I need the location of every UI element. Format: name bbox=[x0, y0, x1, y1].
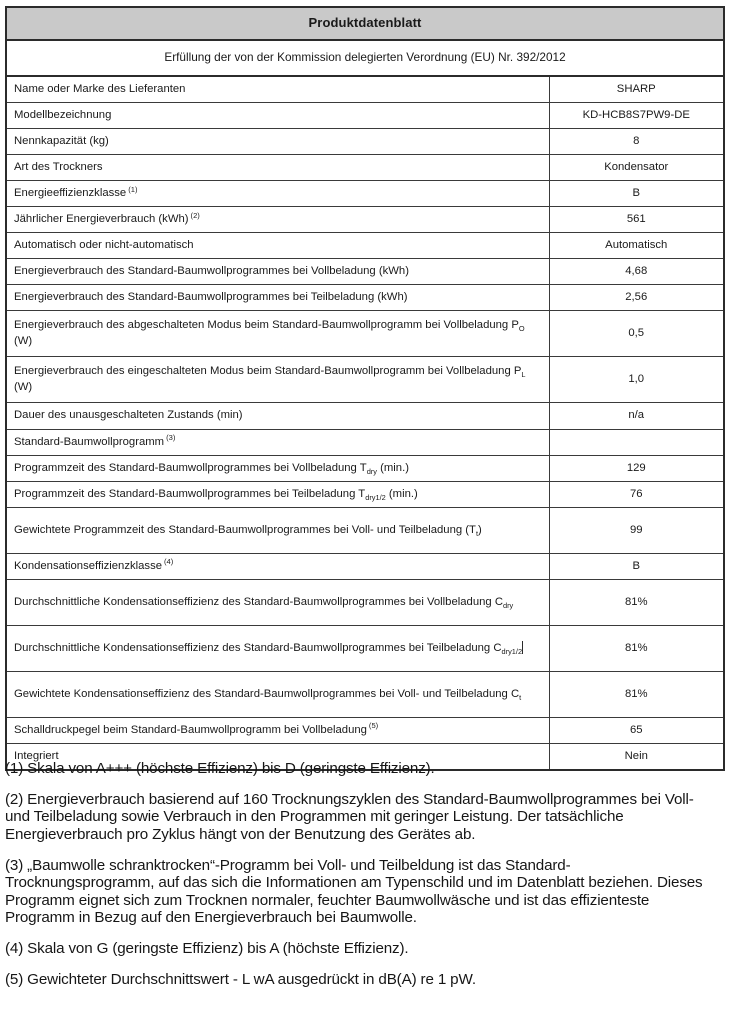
row-label: Automatisch oder nicht-automatisch bbox=[6, 233, 549, 259]
label-subscript: dry1/2 bbox=[501, 646, 523, 656]
footnote: (4) Skala von G (geringste Effizienz) bis A (höchste Effizienz). bbox=[5, 940, 409, 957]
row-label: Jährlicher Energieverbrauch (kWh) $^{(2)}$ bbox=[6, 207, 549, 233]
table-row bbox=[6, 481, 724, 507]
row-label: Durchschnittliche Kondensationseffizienz des Standard-Baumwollprogrammes bei Teilbeladung $C_{dry1/2}$ bbox=[6, 625, 549, 671]
table-row bbox=[6, 625, 724, 671]
page-title: Produktdatenblatt bbox=[6, 7, 724, 40]
row-value: 81% bbox=[549, 625, 724, 671]
row-value bbox=[549, 429, 724, 455]
row-label: Art des Trockners bbox=[6, 155, 549, 181]
table-row bbox=[6, 233, 724, 259]
table-row bbox=[6, 311, 724, 357]
row-value: 81% bbox=[549, 579, 724, 625]
table-row bbox=[6, 717, 724, 743]
row-label: Gewichtete Programmzeit des Standard-Baumwollprogrammes bei Voll- und Teilbeladung $(T_t)$ bbox=[6, 507, 549, 553]
label-subscript: dry1/2 bbox=[365, 492, 386, 502]
label-subscript: dry bbox=[502, 600, 514, 610]
row-label: Schalldruckpegel beim Standard-Baumwollprogramm bei Vollbeladung $^{(5)}$ bbox=[6, 717, 549, 743]
row-label: Integriert bbox=[6, 743, 549, 770]
row-label: Modellbezeichnung bbox=[6, 103, 549, 129]
row-label: Dauer des unausgeschalteten Zustands (min) bbox=[6, 403, 549, 429]
text-caret-artifact bbox=[522, 641, 523, 654]
row-value: 4,68 bbox=[549, 259, 724, 285]
table-row bbox=[6, 455, 724, 481]
row-label: Energieverbrauch des abgeschalteten Modus beim Standard-Baumwollprogramm bei Vollbeladung $P_O$ (W) bbox=[6, 311, 549, 357]
label-subscript: dry bbox=[366, 466, 377, 476]
row-label: Programmzeit des Standard-Baumwollprogrammes bei Teilbeladung $T_{dry1/2}$ (min.) bbox=[6, 481, 549, 507]
regulation-subtitle: Erfüllung der von der Kommission delegierten Verordnung (EU) Nr. 392/2012 bbox=[6, 40, 724, 76]
footnote-marker: (1) bbox=[128, 184, 138, 194]
table-row bbox=[6, 429, 724, 455]
table-row bbox=[6, 103, 724, 129]
row-value: 2,56 bbox=[549, 285, 724, 311]
footnote-marker: (2) bbox=[190, 210, 200, 220]
row-value: KD-HCB8S7PW9-DE bbox=[549, 103, 724, 129]
table-row bbox=[6, 579, 724, 625]
row-value: B bbox=[549, 553, 724, 579]
table-row bbox=[6, 181, 724, 207]
footnote-marker: (4) bbox=[164, 556, 174, 566]
row-value: 1,0 bbox=[549, 357, 724, 403]
row-label: Energieverbrauch des Standard-Baumwollprogrammes bei Vollbeladung (kWh) bbox=[6, 259, 549, 285]
row-value: 99 bbox=[549, 507, 724, 553]
footnote: (1) Skala von A+++ (höchste Effizienz) bis D (geringste Effizienz). bbox=[5, 760, 435, 777]
row-label: Durchschnittliche Kondensationseffizienz des Standard-Baumwollprogrammes bei Vollbeladung $C_{dry}$ bbox=[6, 579, 549, 625]
datasheet-title-row bbox=[6, 7, 724, 40]
table-row bbox=[6, 259, 724, 285]
row-label: Nennkapazität (kg) bbox=[6, 129, 549, 155]
row-value: 561 bbox=[549, 207, 724, 233]
table-row bbox=[6, 155, 724, 181]
datasheet-subtitle-row bbox=[6, 40, 724, 76]
table-row bbox=[6, 357, 724, 403]
row-value: Nein bbox=[549, 743, 724, 770]
row-value: 76 bbox=[549, 481, 724, 507]
row-value: 81% bbox=[549, 671, 724, 717]
table-row bbox=[6, 507, 724, 553]
row-label: Programmzeit des Standard-Baumwollprogrammes bei Vollbeladung $T_{dry}$ (min.) bbox=[6, 455, 549, 481]
label-subscript: t bbox=[475, 528, 478, 538]
row-value: 129 bbox=[549, 455, 724, 481]
label-subscript: t bbox=[519, 692, 522, 702]
row-label: Energieeffizienzklasse $^{(1)}$ bbox=[6, 181, 549, 207]
table-row bbox=[6, 403, 724, 429]
row-value: Automatisch bbox=[549, 233, 724, 259]
datasheet-body bbox=[6, 7, 724, 770]
row-label: Energieverbrauch des Standard-Baumwollprogrammes bei Teilbeladung (kWh) bbox=[6, 285, 549, 311]
row-label: Name oder Marke des Lieferanten bbox=[6, 76, 549, 103]
table-row bbox=[6, 553, 724, 579]
label-subscript: L bbox=[521, 370, 526, 380]
row-label: Energieverbrauch des eingeschalteten Modus beim Standard-Baumwollprogramm bei Vollbeladung $P_L$ (W) bbox=[6, 357, 549, 403]
footnote: (3) „Baumwolle schranktrocken“-Programm bei Voll- und Teilbeldung ist das Standard-Trocknungsprogramm, auf das sich die Informationen am Typenschild und im Datenblatt beziehen. Dieses Programm eignet sich zum Trocknen normaler, feuchter Baumwollwäsche und ist das effizienteste Programm in Bezug auf den Energieverbrauch bei Baumwolle. bbox=[5, 856, 703, 927]
row-value: 0,5 bbox=[549, 311, 724, 357]
table-row bbox=[6, 76, 724, 103]
row-label: Kondensationseffizienzklasse $^{(4)}$ bbox=[6, 553, 549, 579]
footnotes-block bbox=[5, 760, 717, 988]
table-row bbox=[6, 129, 724, 155]
footnote-marker: (5) bbox=[368, 720, 379, 730]
row-value: Kondensator bbox=[549, 155, 724, 181]
footnote-marker: (3) bbox=[166, 432, 176, 442]
table-row bbox=[6, 207, 724, 233]
row-value: SHARP bbox=[549, 76, 724, 103]
row-label: Gewichtete Kondensationseffizienz des Standard-Baumwollprogrammes bei Voll- und Teilbeladung $C_t$ bbox=[6, 671, 549, 717]
row-value: B bbox=[549, 181, 724, 207]
footnote: (2) Energieverbrauch basierend auf 160 Trocknungszyklen des Standard-Baumwollprogrammes bei Voll- und Teilbeladung sowie Verbrauch in den Programmen mit geringer Leistung. Der tatsächliche Energieverbrauch pro Zyklus hängt von der Benutzung des Gerätes ab. bbox=[5, 790, 694, 843]
footnote: (5) Gewichteter Durchschnittswert - L wA ausgedrückt in dB(A) re 1 pW. bbox=[5, 970, 476, 988]
product-datasheet-table bbox=[5, 6, 725, 771]
table-row bbox=[6, 285, 724, 311]
table-row bbox=[6, 671, 724, 717]
label-subscript: O bbox=[518, 324, 525, 334]
row-label: Standard-Baumwollprogramm $^{(3)}$ bbox=[6, 429, 549, 455]
row-value: 8 bbox=[549, 129, 724, 155]
row-value: 65 bbox=[549, 717, 724, 743]
row-value: n/a bbox=[549, 403, 724, 429]
